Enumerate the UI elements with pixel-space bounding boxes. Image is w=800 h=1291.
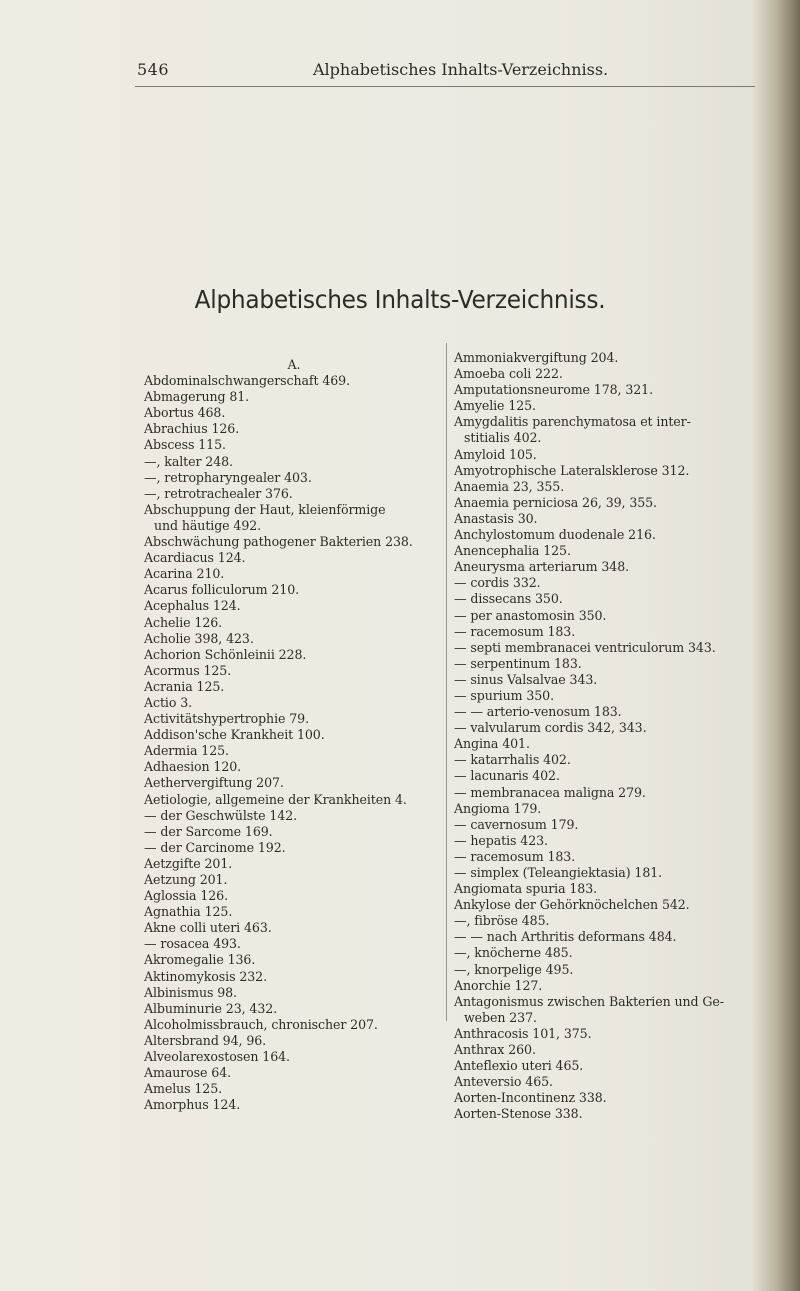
index-entry: Akromegalie 136.: [144, 952, 256, 968]
index-entry: Ammoniakvergiftung 204.: [454, 350, 619, 365]
column-divider: [446, 343, 447, 1021]
index-entry: Amelus 125.: [144, 1081, 223, 1097]
index-entry: Aetzung 201.: [144, 872, 228, 887]
index-entry: Activitätshypertrophie 79.: [144, 711, 309, 727]
index-entry: weben 237.: [464, 1009, 537, 1025]
index-entry: — hepatis 423.: [454, 832, 548, 848]
index-entry: Aglossia 126.: [144, 888, 228, 904]
index-entry: Anthracosis 101, 375.: [454, 1025, 592, 1041]
index-entry: stitialis 402.: [464, 430, 542, 446]
index-entry: Abschwächung pathogener Bakterien 238.: [144, 534, 413, 550]
index-entry: — valvularum cordis 342, 343.: [454, 720, 647, 736]
index-entry: Aorten-Incontinenz 338.: [454, 1090, 607, 1106]
index-entry: Achelie 126.: [144, 614, 223, 630]
index-entry: — der Sarcome 169.: [144, 823, 273, 839]
index-entry: Abscess 115.: [144, 437, 226, 453]
index-entry: Acormus 125.: [144, 662, 232, 678]
page-number: 546: [137, 60, 170, 79]
index-entry: Anencephalia 125.: [454, 543, 571, 559]
index-entry: Amoeba coli 222.: [454, 366, 563, 382]
index-entry: Ankylose der Gehörknöchelchen 542.: [454, 897, 690, 913]
index-entry: —, knöcherne 485.: [454, 945, 573, 961]
index-entry: Acarus folliculorum 210.: [144, 582, 300, 598]
index-entry: Abrachius 126.: [144, 421, 240, 437]
index-entry: und häutige 492.: [154, 517, 262, 533]
left-entry-list: [144, 373, 444, 1113]
index-entry: Acholie 398, 423.: [144, 630, 254, 646]
index-entry: Amputationsneurome 178, 321.: [454, 382, 653, 398]
left-column: [144, 350, 444, 1113]
index-entry: Abdominalschwangerschaft 469.: [144, 373, 350, 389]
right-entry-list: [454, 350, 784, 1123]
index-entry: Abmagerung 81.: [144, 389, 250, 405]
index-entry: — cavernosum 179.: [454, 816, 579, 832]
section-letter: A.: [287, 357, 301, 372]
running-header: [135, 60, 755, 87]
index-entry: — dissecans 350.: [454, 591, 563, 607]
index-entry: Amyotrophische Lateralsklerose 312.: [454, 462, 690, 478]
index-entry: — lacunaris 402.: [454, 768, 560, 784]
index-entry: — — arterio-venosum 183.: [454, 704, 622, 720]
index-entry: Albinismus 98.: [144, 984, 237, 1000]
index-entry: Anteflexio uteri 465.: [454, 1058, 584, 1074]
index-entry: Angina 401.: [454, 736, 530, 752]
index-entry: — der Geschwülste 142.: [144, 807, 298, 823]
index-entry: Acardiacus 124.: [144, 550, 246, 566]
index-entry: Aorten-Stenose 338.: [454, 1106, 583, 1122]
index-entry: Anthrax 260.: [454, 1042, 536, 1058]
index-entry: — spurium 350.: [454, 687, 554, 703]
index-entry: Amyelie 125.: [454, 398, 536, 414]
index-entry: Anaemia perniciosa 26, 39, 355.: [454, 494, 657, 510]
index-entry: Amorphus 124.: [144, 1097, 241, 1113]
index-entry: — der Carcinome 192.: [144, 839, 286, 855]
index-entry: — membranacea maligna 279.: [454, 784, 646, 800]
index-entry: — per anastomosin 350.: [454, 607, 607, 623]
index-entry: Anorchie 127.: [454, 977, 543, 993]
index-entry: Akne colli uteri 463.: [144, 920, 272, 936]
index-entry: — racemosum 183.: [454, 623, 576, 639]
index-entry: Amaurose 64.: [144, 1065, 232, 1081]
index-entry: Aneurysma arteriarum 348.: [454, 559, 630, 575]
index-entry: Amyloid 105.: [454, 446, 537, 462]
index-entry: Achorion Schönleinii 228.: [144, 646, 307, 662]
index-entry: Abortus 468.: [144, 405, 226, 421]
index-entry: — rosacea 493.: [144, 936, 241, 952]
index-entry: Agnathia 125.: [144, 904, 233, 920]
index-entry: — serpentinum 183.: [454, 655, 582, 671]
index-entry: Acarina 210.: [144, 566, 225, 582]
index-entry: Aetiologie, allgemeine der Krankheiten 4.: [144, 791, 407, 807]
index-entry: Angioma 179.: [454, 800, 542, 816]
index-entry: Acephalus 124.: [144, 598, 241, 614]
index-entry: Aktinomykosis 232.: [144, 968, 267, 984]
index-entry: — cordis 332.: [454, 575, 541, 591]
index-entry: — — nach Arthritis deformans 484.: [454, 929, 677, 945]
index-entry: — septi membranacei ventriculorum 343.: [454, 639, 716, 655]
index-entry: Alveolarexostosen 164.: [144, 1049, 290, 1065]
index-entry: Anaemia 23, 355.: [454, 478, 565, 494]
index-entry: Aetzgifte 201.: [144, 855, 233, 871]
index-entry: Addison'sche Krankheit 100.: [144, 727, 325, 743]
index-entry: — racemosum 183.: [454, 848, 576, 864]
index-entry: Anchylostomum duodenale 216.: [454, 527, 656, 543]
index-entry: Actio 3.: [144, 694, 193, 710]
index-entry: Amygdalitis parenchymatosa et inter-: [454, 414, 691, 430]
index-entry: Angiomata spuria 183.: [454, 881, 598, 897]
index-entry: Anastasis 30.: [454, 510, 538, 526]
index-entry: Alcoholmissbrauch, chronischer 207.: [144, 1016, 378, 1032]
index-entry: — sinus Valsalvae 343.: [454, 671, 598, 687]
index-entry: Aethervergiftung 207.: [144, 775, 284, 791]
index-entry: Adermia 125.: [144, 743, 229, 759]
index-entry: —, kalter 248.: [144, 453, 233, 469]
index-entry: Albuminurie 23, 432.: [144, 1000, 278, 1016]
index-entry: Adhaesion 120.: [144, 759, 242, 775]
index-entry: Anteversio 465.: [454, 1074, 553, 1090]
index-entry: — katarrhalis 402.: [454, 752, 571, 768]
index-entry: Acrania 125.: [144, 678, 225, 694]
index-entry: Abschuppung der Haut, kleienförmige: [144, 501, 386, 517]
index-entry: —, retrotrachealer 376.: [144, 485, 293, 501]
right-column: [454, 350, 784, 1123]
index-entry: Antagonismus zwischen Bakterien und Ge-: [454, 993, 724, 1009]
index-entry: —, retropharyngealer 403.: [144, 469, 312, 485]
index-entry: — simplex (Teleangiektasia) 181.: [454, 865, 663, 880]
index-entry: —, knorpelige 495.: [454, 961, 574, 977]
running-title: Alphabetisches Inhalts-Verzeichniss.: [313, 60, 609, 79]
index-title: Alphabetisches Inhalts-Verzeichniss.: [194, 285, 606, 314]
index-entry: —, fibröse 485.: [454, 913, 550, 929]
index-entry: Altersbrand 94, 96.: [144, 1032, 267, 1048]
